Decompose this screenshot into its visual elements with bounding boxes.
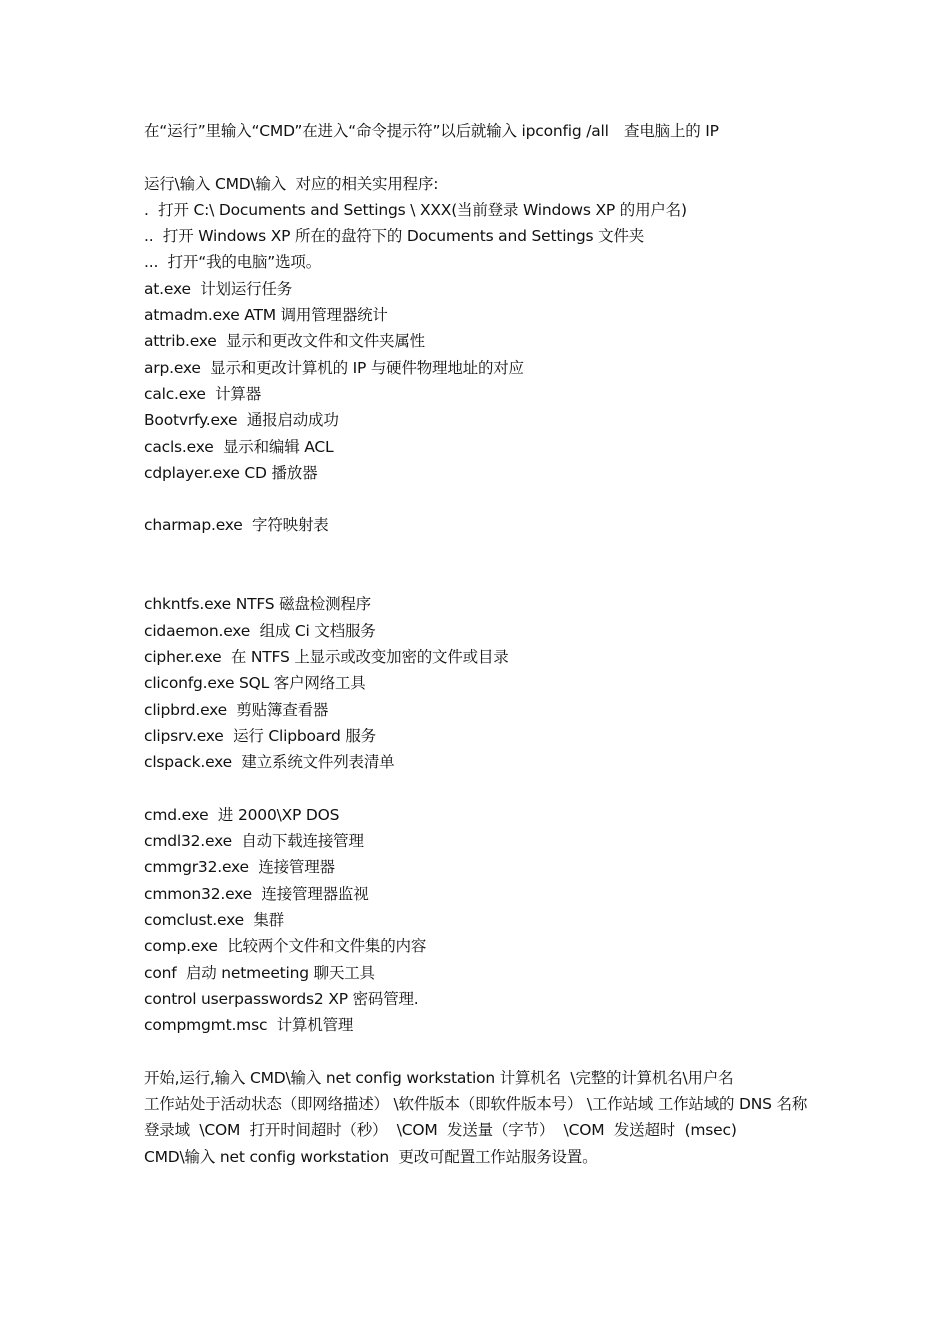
- text-line: 开始,运行,输入 CMD\输入 net config workstation 计算机名 \完整的计算机名\用户名: [144, 1068, 734, 1087]
- text-line: arp.exe 显示和更改计算机的 IP 与硬件物理地址的对应: [144, 358, 524, 377]
- text-line: 登录域 \COM 打开时间超时（秒） \COM 发送量（字节） \COM 发送超时 (msec): [144, 1121, 737, 1140]
- text-line: cmdl32.exe 自动下载连接管理: [144, 832, 364, 851]
- text-line: clspack.exe 建立系统文件列表清单: [144, 753, 395, 772]
- text-line: conf 启动 netmeeting 聊天工具: [144, 963, 375, 982]
- text-line: attrib.exe 显示和更改文件和文件夹属性: [144, 332, 425, 351]
- text-line: cmmgr32.exe 连接管理器: [144, 858, 335, 877]
- text-line: 在“运行”里输入“CMD”在进入“命令提示符”以后就输入 ipconfig /all 查电脑上的 IP: [144, 122, 719, 140]
- text-line: calc.exe 计算器: [144, 384, 262, 403]
- text-line: 运行\输入 CMD\输入 对应的相关实用程序:: [144, 174, 439, 193]
- text-line: ... 打开“我的电脑”选项。: [144, 253, 321, 272]
- blank-line: [144, 1038, 814, 1064]
- blank-line: [144, 486, 814, 512]
- text-line: atmadm.exe ATM 调用管理器统计: [144, 306, 388, 325]
- blank-line: [144, 144, 814, 170]
- text-line: control userpasswords2 XP 密码管理.: [144, 989, 419, 1008]
- text-line: clipbrd.exe 剪贴簿查看器: [144, 700, 329, 719]
- text-line: charmap.exe 字符映射表: [144, 516, 329, 535]
- text-line-wrapped: 工作站处于活动状态（即网络描述） \软件版本（即软件版本号） \工作站域 工作站域的 DNS 名称: [144, 1094, 808, 1113]
- text-line: cidaemon.exe 组成 Ci 文档服务: [144, 621, 376, 640]
- text-line: chkntfs.exe NTFS 磁盘检测程序: [144, 595, 371, 614]
- text-line: . 打开 C:\ Documents and Settings \ XXX(当前登录 Windows XP 的用户名): [144, 200, 687, 219]
- text-line: comp.exe 比较两个文件和文件集的内容: [144, 937, 427, 956]
- text-line: cdplayer.exe CD 播放器: [144, 463, 318, 482]
- text-line: .. 打开 Windows XP 所在的盘符下的 Documents and Settings 文件夹: [144, 227, 645, 246]
- text-line: cipher.exe 在 NTFS 上显示或改变加密的文件或目录: [144, 647, 509, 666]
- text-line: cmd.exe 进 2000\XP DOS: [144, 805, 340, 824]
- document-body: [144, 118, 814, 1170]
- text-line: cacls.exe 显示和编辑 ACL: [144, 437, 334, 456]
- text-line: cmmon32.exe 连接管理器监视: [144, 884, 369, 903]
- text-line: cliconfg.exe SQL 客户网络工具: [144, 674, 366, 693]
- text-line: compmgmt.msc 计算机管理: [144, 1016, 354, 1035]
- blank-line: [144, 539, 814, 592]
- text-line: at.exe 计划运行任务: [144, 279, 293, 298]
- text-line: Bootvrfy.exe 通报启动成功: [144, 411, 339, 430]
- text-line: clipsrv.exe 运行 Clipboard 服务: [144, 726, 376, 745]
- text-line: comclust.exe 集群: [144, 910, 284, 929]
- text-line: CMD\输入 net config workstation 更改可配置工作站服务设置。: [144, 1147, 598, 1166]
- blank-line: [144, 775, 814, 801]
